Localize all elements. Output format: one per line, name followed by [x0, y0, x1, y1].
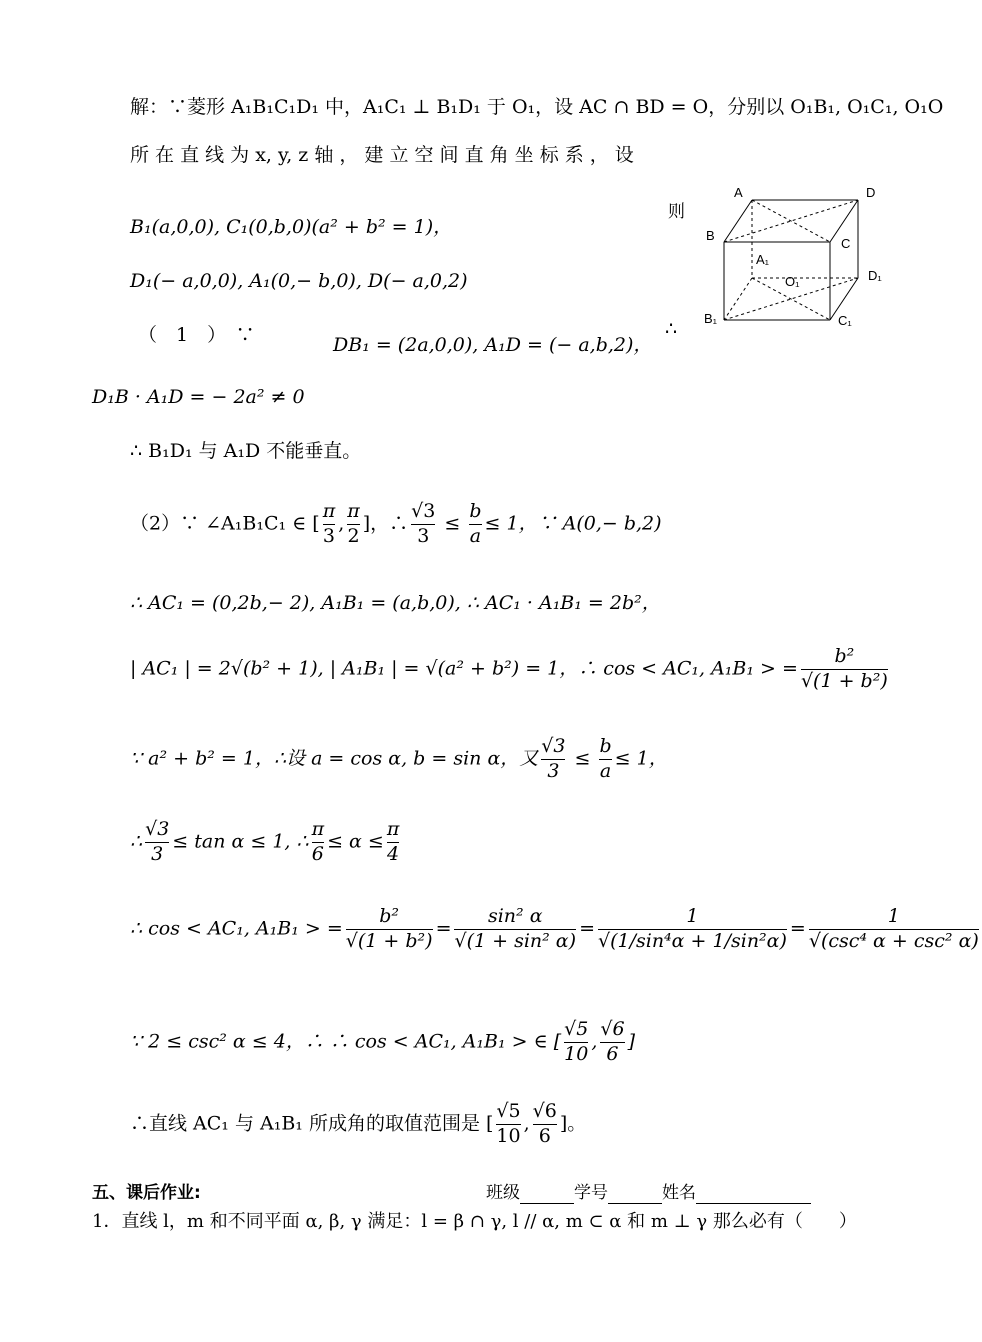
solution-line-4: D₁(− a,0,0), A₁(0,− b,0), D(− a,0,2): [130, 270, 468, 292]
part2-line: （2）∵ ∠A₁B₁C₁ ∈ [ $\frac{\pi}{3}$ , $\frac{\pi}{2}$ ]，∴ $\frac{√3}{3}$ ≤ $\frac{b}{a}$ ≤ 1，∵ A(0,− b,2): [130, 500, 662, 547]
magnitude-cos-line: [130, 645, 891, 694]
name-label: 姓名: [662, 1183, 696, 1203]
cos-fraction-3: $\frac{1}{\text{√(1/sin⁴α + 1/sin²α)}}$: [597, 905, 787, 952]
substitution-text: ∵ a² + b² = 1，∴设 a = cos α, b = sin α，又: [130, 747, 539, 770]
label-O1: O₁: [785, 274, 800, 289]
pi-over-2: $\frac{\pi}{2}$: [347, 500, 360, 547]
label-D: D: [866, 185, 876, 200]
sqrt5-over-10: $\frac{√5}{10}$: [496, 1100, 521, 1147]
conclusion-line: ∴直线 AC₁ 与 A₁B₁ 所成角的取值范围是 [ $\frac{√5}{10}$ , $\frac{√6}{6}$ ]。: [130, 1100, 587, 1147]
substitution-end: ≤ 1，: [614, 747, 668, 770]
sqrt3-over-3: $\frac{√3}{3}$: [145, 818, 170, 865]
label-B1: B₁: [704, 311, 718, 326]
label-B: B: [706, 228, 715, 243]
then-text: 则: [668, 202, 685, 222]
b-over-a: $\frac{b}{a}$: [469, 500, 482, 547]
part2-mid: ]，∴: [362, 512, 409, 535]
sqrt6-over-6: $\frac{√6}{6}$: [532, 1100, 557, 1147]
csc-range-line: ∵ 2 ≤ csc² α ≤ 4，∴ ∴ cos < AC₁, A₁B₁ > ∈ [ $\frac{√5}{10}$ , $\frac{√6}{6}$ ]: [130, 1018, 635, 1065]
label-C: C: [841, 236, 851, 251]
part1-vectors: DB₁ = (2a,0,0), A₁D = (− a,b,2)，: [333, 334, 653, 356]
class-label: 班级: [486, 1183, 520, 1203]
b-over-a: $\frac{b}{a}$: [599, 735, 612, 782]
label-D1: D₁: [868, 268, 882, 283]
pi-over-4: $\frac{\pi}{4}$: [386, 818, 400, 865]
prism-figure: [690, 180, 900, 335]
cos-fraction: $\frac{\text{b²}}{\text{√(1 + b²)}}$: [800, 645, 888, 692]
student-info: [486, 1178, 811, 1204]
pi-over-3: $\frac{\pi}{3}$: [322, 500, 336, 547]
part2-pre: （2）∵ ∠A₁B₁C₁ ∈ [: [130, 512, 320, 535]
sqrt5-over-10: $\frac{√5}{10}$: [564, 1018, 589, 1065]
solution-line-3: B₁(a,0,0), C₁(0,b,0)(a² + b² = 1)，: [130, 216, 453, 238]
sqrt3-over-3: $\frac{√3}{3}$: [541, 735, 566, 782]
class-blank[interactable]: [520, 1183, 574, 1204]
cos-fraction-4: $\frac{1}{\text{√(csc⁴ α + csc² α)}}$: [808, 905, 979, 952]
substitution-line: ∵ a² + b² = 1，∴设 a = cos α, b = sin α，又 $\frac{√3}{3}$ ≤ $\frac{b}{a}$ ≤ 1，: [130, 735, 668, 782]
homework-title: 五、课后作业:: [92, 1183, 201, 1203]
cos-chain-line: ∴ cos < AC₁, A₁B₁ > = $\frac{\text{b²}}{\text{√(1 + b²)}}$ = $\frac{\text{sin² α}}{\text{√(1 + sin² α)}}$ = $\frac{1}{\text{√(1/sin⁴α + 1/sin²α)}}$ = $\frac{1}{\text{√(csc⁴ α + csc² α)}}$: [130, 905, 979, 952]
tan-text: ≤ tan α ≤ 1, ∴: [172, 830, 309, 853]
label-A: A: [734, 185, 743, 200]
label-A1: A₁: [756, 252, 770, 267]
dot-product-line: D₁B · A₁D = − 2a² ≠ 0: [92, 386, 305, 408]
magnitude-text: | AC₁ | = 2√(b² + 1), | A₁B₁ | = √(a² + b²) = 1，∴ cos < AC₁, A₁B₁ > =: [130, 657, 798, 680]
label-C1: C₁: [838, 313, 852, 328]
solution-line-1: 解：∵菱形 A₁B₁C₁D₁ 中，A₁C₁ ⊥ B₁D₁ 于 O₁，设 AC ∩ BD = O，分别以 O₁B₁, O₁C₁, O₁O: [130, 96, 944, 118]
cos-fraction-2: $\frac{\text{sin² α}}{\text{√(1 + sin² α)}}$: [454, 905, 577, 952]
cos-fraction-1: $\frac{\text{b²}}{\text{√(1 + b²)}}$: [345, 905, 433, 952]
question-1: 1．直线 l，m 和不同平面 α, β, γ 满足：l = β ∩ γ, l // α, m ⊂ α 和 m ⊥ γ 那么必有（ ）: [92, 1211, 857, 1232]
sqrt6-over-6: $\frac{√6}{6}$: [600, 1018, 625, 1065]
vectors-ac1-a1b1: ∴ AC₁ = (0,2b,− 2), A₁B₁ = (a,b,0), ∴ AC₁ · A₁B₁ = 2b²，: [130, 592, 661, 614]
sqrt3-over-3: $\frac{√3}{3}$: [411, 500, 436, 547]
part1-label: （ 1 ） ∵: [138, 324, 255, 346]
solution-line-2: 所 在 直 线 为 x, y, z 轴 ， 建 立 空 间 直 角 坐 标 系 ， 设: [130, 144, 634, 166]
name-blank[interactable]: [696, 1183, 811, 1204]
tan-range-line: ∴ $\frac{√3}{3}$ ≤ tan α ≤ 1, ∴ $\frac{\pi}{6}$ ≤ α ≤ $\frac{\pi}{4}$: [130, 818, 400, 865]
not-perpendicular-line: ∴ B₁D₁ 与 A₁D 不能垂直。: [130, 440, 362, 462]
part1-therefore: ∴: [665, 318, 678, 340]
id-label: 学号: [574, 1183, 608, 1203]
part2-end: ≤ 1，∵ A(0,− b,2): [484, 512, 662, 535]
comma: ,: [338, 512, 345, 535]
pi-over-6: $\frac{\pi}{6}$: [311, 818, 325, 865]
id-blank[interactable]: [608, 1183, 662, 1204]
